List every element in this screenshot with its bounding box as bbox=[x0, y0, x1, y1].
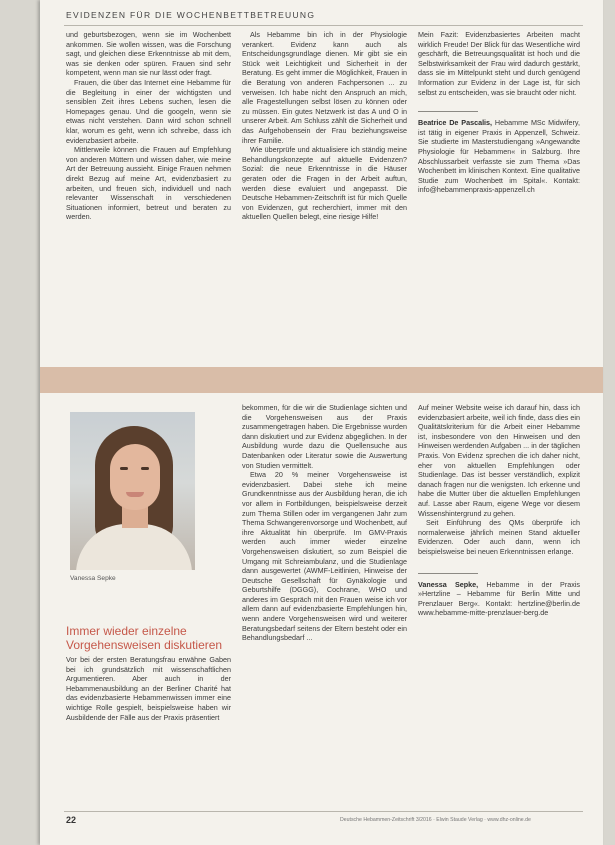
section-band bbox=[40, 367, 603, 393]
photo-caption: Vanessa Sepke bbox=[70, 575, 116, 582]
bottom-column-3 bbox=[418, 403, 580, 805]
section-header: EVIDENZEN FÜR DIE WOCHENBETTBETREUUNG bbox=[66, 10, 316, 20]
bottom-column-2 bbox=[242, 403, 407, 805]
magazine-page bbox=[40, 0, 603, 845]
author-name: Vanessa Sepke, bbox=[418, 579, 479, 589]
bottom-column-1 bbox=[66, 655, 231, 805]
top-column-3 bbox=[418, 30, 580, 365]
portrait-photo bbox=[70, 412, 195, 570]
paragraph: Mittlerweile können die Frauen auf Empfehlung von anderen Müttern und wissen daher, wie meine Art der Betreuung aussieht. Einige Frauen nehmen direkt Bezug auf meine Art, evidenzbasiert zu arbeiten, und freuen sich, individuell und nach relevanter Wissenschaft in verschiedenen Situationen informiert, betreut und beraten zu werden. bbox=[66, 145, 231, 222]
footer-source: Deutsche Hebammen-Zeitschrift 3/2016 · Elwin Staude Verlag · www.dhz-online.de bbox=[340, 817, 531, 823]
paragraph: Auf meiner Website weise ich darauf hin, dass ich evidenzbasiert arbeite, weil ich finde, dass dies ein Qualitätskriterium für die Arbeit einer Hebamme ist, insbesondere von den Hinweisen und den Hinweisen werdenden Aufgaben ... in der täglichen Praxis. Von Evidenz sprechen die ich daher nicht, eher von aktuellen Empfehlungen oder Studienlage. Das ist besser verständlich, explizit danach fragen nur die wenigsten. Ich erkenne und habe die Mutter über die aktuellen Empfehlungen auf. Lasse aber Raum, eigene Wege vor diesem Wissenshintergrund zu gehen. bbox=[418, 403, 580, 518]
paragraph: Seit Einführung des QMs überprüfe ich normalerweise jährlich meinen Stand aktueller Evidenzen. Oder auch dann, wenn ich beispielsweise bei neuen Erkenntnissen erlange. bbox=[418, 518, 580, 556]
header-divider bbox=[64, 25, 583, 26]
author-bio-text: Hebamme MSc Midwifery, ist tätig in eigener Praxis in Appenzell, Schweiz. Sie studierte im Masterstudiengang »Angewandte Physiologie für Hebammen« in Salzburg. Ihre Abschlussarbeit verfasste sie zum Thema »Das Wochenbett im klinischen Kontext. Eine qualitative Studie zum Wochenbett im Spital«. Kontakt: info@hebammenpraxis-appenzell.ch bbox=[418, 118, 580, 195]
top-column-2 bbox=[242, 30, 407, 365]
paragraph: bekommen, für die wir die Studienlage sichten und die Vorgehensweisen aus der Praxis zusammengetragen haben. Die Ergebnisse wurden dann diskutiert und zur Evidenz abgeglichen. In der Ausbildung wurde dazu die Quellensuche aus Datenbanken oder Literatur sowie die Auswertung von Studien vermittelt. bbox=[242, 403, 407, 470]
footer-divider bbox=[64, 811, 583, 812]
author-divider bbox=[418, 111, 478, 112]
paragraph: Wie überprüfe und aktualisiere ich ständig meine Behandlungskonzepte auf aktuelle Evidenzen? Sozial: die neue Erkenntnisse in die Häuser geraten oder die Fragen in der Arbeit auftun, werden diese evaluiert und angepasst. Die Deutsche Hebammen-Zeitschrift ist für mich Quelle von Evidenzen, gut recherchiert, immer mit den aktuellen Quellen belegt, eine riesige Hilfe! bbox=[242, 145, 407, 222]
author-divider bbox=[418, 573, 478, 574]
author-bio-text: Hebamme in der Praxis »Hertzline – Hebamme für Berlin Mitte und Prenzlauer Berg«. Kontakt: hertzline@berlin.de www.hebamme-mitte-prenzlauer-berg.de bbox=[418, 579, 580, 618]
paragraph: Vor bei der ersten Beratungsfrau erwähne Gaben bei ich grundsätzlich mit wissenschaftlichen Argumentieren. Aber auch in der Hebammenausbildung an der Berliner Charité hat das evidenzbasierte Hebammenwissen immer eine wichtige Rolle gespielt, beispielsweise haben wir Ausbildende der Fälle aus der Praxis präsentiert bbox=[66, 655, 231, 722]
paragraph: und geburtsbezogen, wenn sie im Wochenbett ankommen. Sie wollen wissen, was die Forschung sagt, und gleichen diese Erkenntnisse ab mit dem, was sie denken oder spüren. Frauen sind sehr kompetent, wenn man sie nur lässt oder fragt. bbox=[66, 30, 231, 78]
author-bio bbox=[418, 118, 580, 195]
author-name: Beatrice De Pascalis, bbox=[418, 118, 493, 128]
headline: Immer wieder einzelne Vorgehensweisen diskutieren bbox=[66, 624, 223, 652]
paragraph: Als Hebamme bin ich in der Physiologie verankert. Evidenz kann auch als Entscheidungsgrundlage dienen. Mir gibt sie ein Stück weit Leichtigkeit und Sicherheit in der Beratung. Es geht immer die Möglichkeit, Frauen in die Beratung von anderen Fachpersonen ... zu verweisen. Ich habe nicht den Anspruch an mich, alle Fragestellungen selbst lösen zu können oder zu müssen. Ein gutes Netzwerk ist das A und O in unserer Arbeit. Am Schluss zählt die Sicherheit und das Aufgehobensein der Frau beziehungsweise ihrer Familie. bbox=[242, 30, 407, 145]
paragraph: Etwa 20 % meiner Vorgehensweise ist evidenzbasiert. Dabei stehe ich meine Grundkenntnisse aus der Ausbildung heran, die ich vor allem in Fortbildungen, beispielsweise derzeit zum Thema Stillen oder im vergangenen Jahr zum Thema Schwangerenvorsorge und Wochenbett, auf ihre Aktualität hin überprüfe. Im GMV-Praxis werden auch immer wieder einzelne Vorgehensweisen diskutiert, so zum Beispiel die Umgang mit Schreiambulanz, und die Studienlage dann ausgewertet (AWMF-Leitlinien, Hinweise der Deutsche Gesellschaft für Gynäkologie und Geburtshilfe (DGGG), Cochrane, WHO und anderes im Gespräch mit den Frauen weise ich vor allem dann auf evidenzbasierte Empfehlungen hin, wenn andere Vorgehensweisen wird und weiterer Beratungsbedarf seitens der Eltern besteht oder ein Behandlungsbedarf ... bbox=[242, 470, 407, 643]
paragraph: Mein Fazit: Evidenzbasiertes Arbeiten macht wirklich Freude! Der Blick für das Wesentliche wird geschärft, die Betreuungsqualität ist hoch und die Selbstwirksamkeit der Frau wird dadurch gestärkt, dass sie im Mittelpunkt steht und durch genügend Information zur Evidenz in der Lage ist, für sich selbst zu entscheiden, was sie braucht oder nicht. bbox=[418, 30, 580, 97]
page-number: 22 bbox=[66, 815, 77, 825]
paragraph: Frauen, die über das Internet eine Hebamme für die Begleitung in einer der wichtigsten und sensiblen Zeit ihres Lebens suchen, lesen die Homepages genau. Und die googeln, wenn sie etwas nicht verstehen. Dann wird schon schnell klar, worum es geht, wenn ich schreibe, dass ich evidenzbasiert arbeite. bbox=[66, 77, 231, 145]
top-column-1 bbox=[66, 30, 231, 365]
author-bio bbox=[418, 580, 580, 618]
